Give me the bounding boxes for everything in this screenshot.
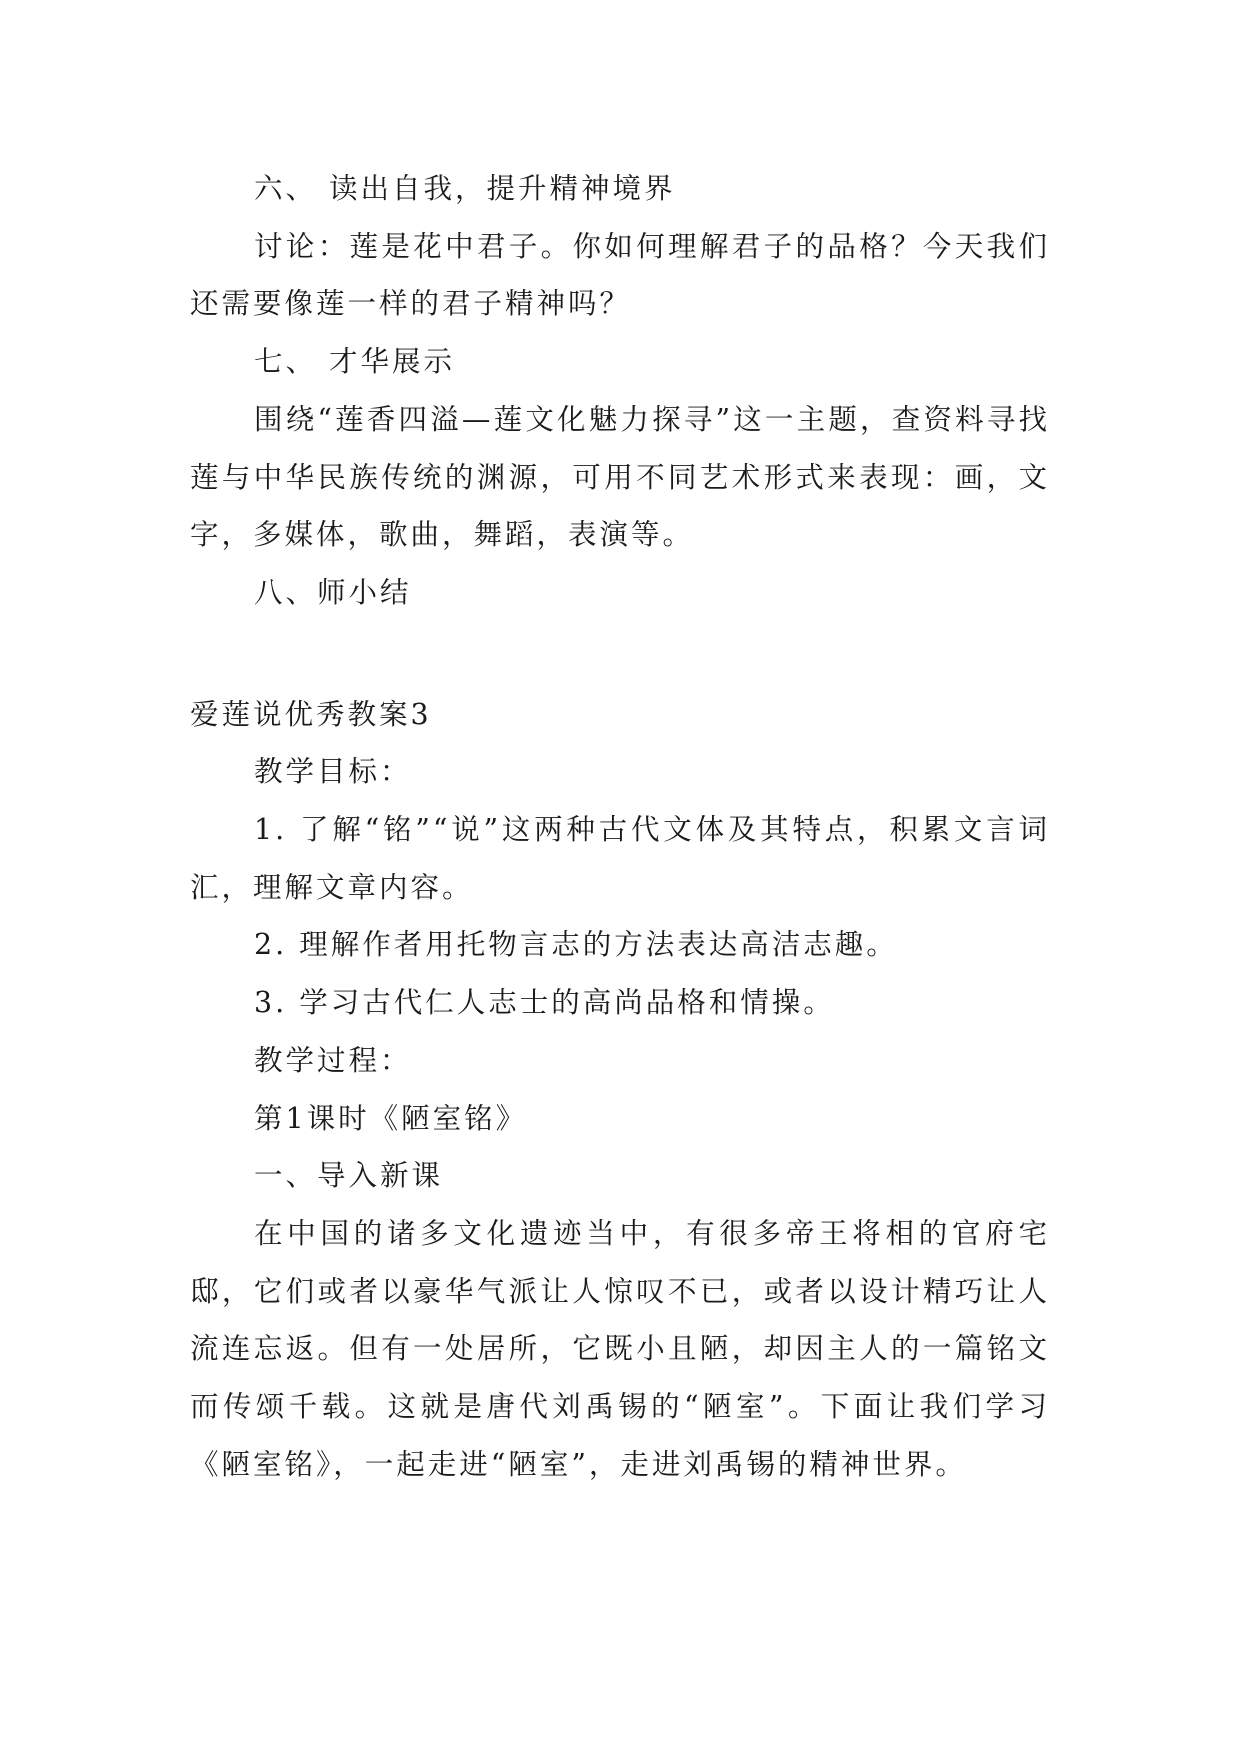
goal-item-2: 2. 理解作者用托物言志的方法表达高洁志趣。 <box>254 928 898 962</box>
intro-paragraph: 在中国的诸多文化遗迹当中，有很多帝王将相的官府宅邸，它们或者以豪华气派让人惊叹不已，或者以设计精巧让人流连忘返。但有一处居所，它既小且陋，却因主人的一篇铭文而传颂千载。这就是唐代刘禹锡的“陋室”。下面让我们学习《陋室铭》，一起走进“陋室”，走进刘禹锡的精神世界。 <box>190 1216 1050 1481</box>
intro-heading: 一、导入新课 <box>254 1159 444 1193</box>
heading-six: 六、 读出自我，提升精神境界 <box>254 172 676 205</box>
heading-eight: 八、师小结 <box>254 575 412 609</box>
section-title: 爱莲说优秀教案3 <box>190 697 432 731</box>
teaching-process-heading: 教学过程： <box>254 1043 412 1077</box>
teaching-goals-heading: 教学目标： <box>254 755 412 789</box>
lesson-title: 第1课时《陋室铭》 <box>254 1101 528 1135</box>
heading-seven: 七、 才华展示 <box>254 345 456 379</box>
discussion-paragraph: 讨论：莲是花中君子。你如何理解君子的品格？今天我们还需要像莲一样的君子精神吗？ <box>190 229 1050 321</box>
talent-show-paragraph: 围绕“莲香四溢—莲文化魅力探寻”这一主题，查资料寻找莲与中华民族传统的渊源，可用不同艺术形式来表现：画，文字，多媒体，歌曲，舞蹈，表演等。 <box>190 402 1050 552</box>
document-body <box>190 160 1050 1493</box>
goal-item-1: 1. 了解“铭”“说”这两种古代文体及其特点，积累文言词汇，理解文章内容。 <box>190 813 1050 904</box>
goal-item-3: 3. 学习古代仁人志士的高尚品格和情操。 <box>254 986 835 1020</box>
section-spacer <box>190 622 1050 686</box>
